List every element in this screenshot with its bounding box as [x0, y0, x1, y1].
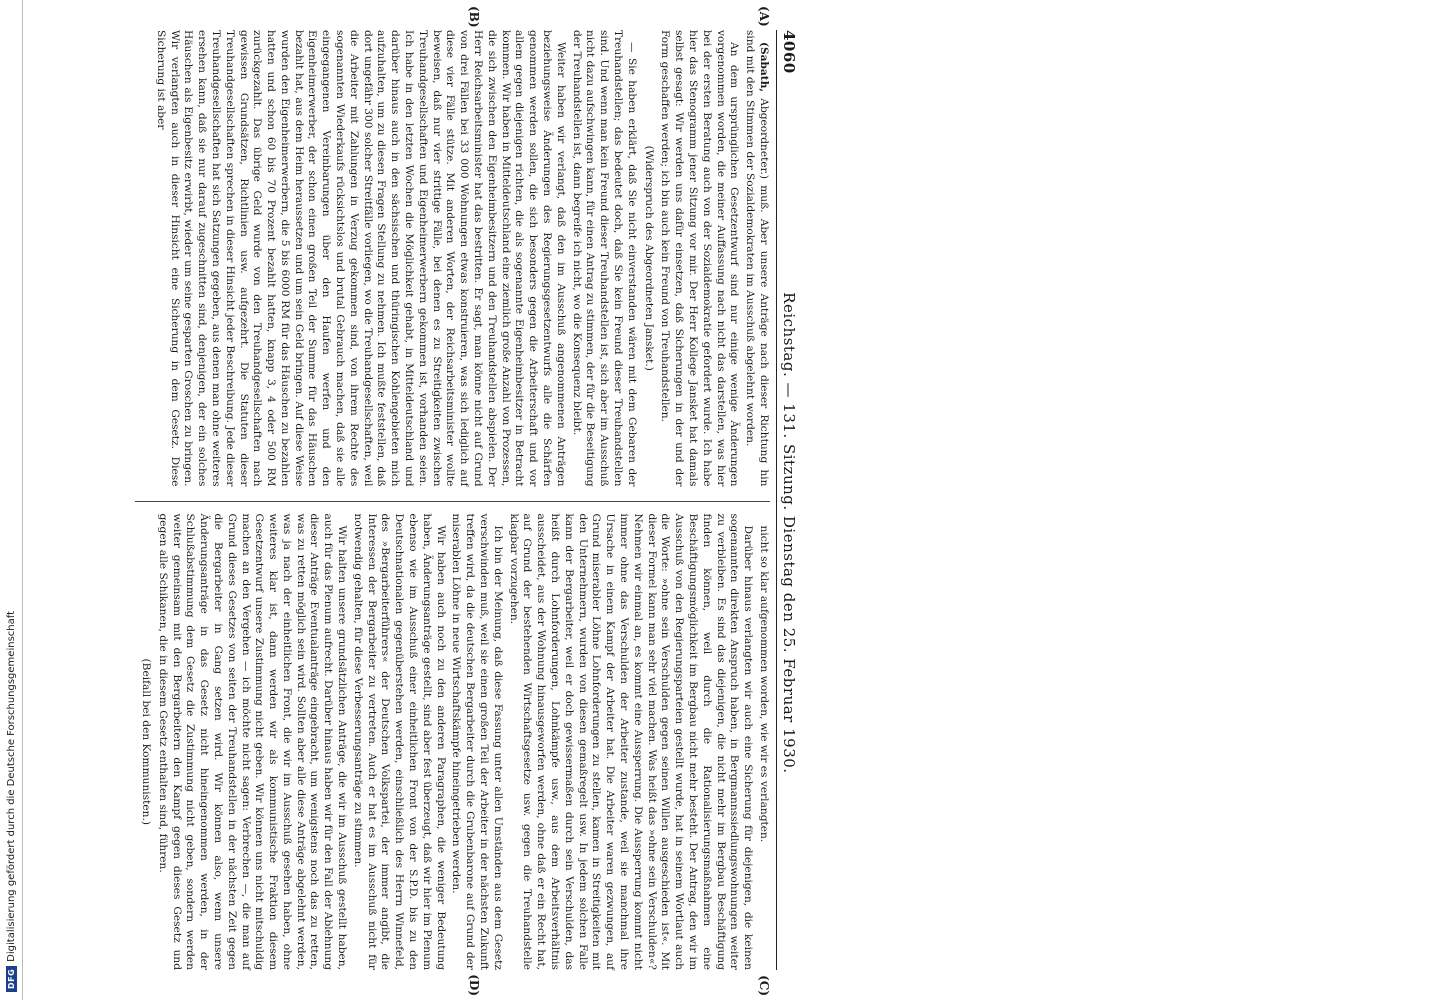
- paragraph-text: muß. Aber unsere Anträge nach dieser Richtung hin sind mit den Stimmen der Sozialdemokraten im Ausschuß abgelehnt worden.: [744, 30, 770, 487]
- credit-text: Digitalisierung gefördert durch die Deutsche Forschungsgemeinschaft: [5, 610, 17, 962]
- margin-marker-c: (C): [757, 975, 771, 996]
- scanned-page-wrapper: [112, 0, 1112, 1000]
- paragraph: Wir haben auch noch zu den anderen Paragraphen, die weniger Bedeutung haben, Änderungsanträge gestellt, sind aber fest überzeugt, daß wir hier im Plenum ebenso wie im Ausschuß einer einheitlichen Front von der S.P.D. bis zu den Deutschnationalen gegenüberstehen werden, einschließlich des Herrn Winnefeld, des »Bergarbeiterführers« der Deutschen Volkspartei, der immer angibt, die Interessen der Bergarbeiter zu vertreten. Auch er hat es im Ausschuß nicht für notwendig gehalten, für diese Verbesserungsanträge zu stimmen.: [351, 513, 447, 970]
- margin-marker-b: (B): [467, 6, 481, 28]
- interjection: (Widerspruch des Abgeordneten Jansket.): [642, 145, 655, 371]
- paragraph: Wir halten unsere grundsätzlichen Anträge, die wir im Ausschuß gestellt haben, auch für das Plenum aufrecht. Darüber hinaus haben wir für den Fall der Ablehnung dieser Anträge Eventualanträge eingebracht, um wenigstens noch das zu retten, was zu retten möglich sein wird. Sollten aber alle diese Anträge abgelehnt werden, was ja nach der einheitlichen Front, die wir im Ausschuß gesehen haben, ohne weiteres klar ist, dann werden wir als kommunistische Fraktion diesem Gesetzentwurf unsere Zustimmung nicht geben. Wir können uns nicht mitschuldig machen an den Vergehen — ich möchte nicht sagen: Verbrechen —, die man auf Grund dieses Gesetzes von seiten der Treuhandstellen in der nächsten Zeit gegen die Bergarbeiter in Gang setzen wird. Wir können also, wenn unsere Änderungsanträge in das Gesetz nicht hineingenommen werden, in der Schlußabstimmung dem Gesetz die Zustimmung nicht geben, sondern werden weiter gemeinsam mit den Bergarbeitern den Kampf gegen dieses Gesetz und gegen alle Schikanen, die in diesem Gesetz enthalten sind, führen.: [156, 513, 349, 970]
- document-page: [112, 0, 812, 1000]
- paragraph: An dem ursprünglichen Gesetzentwurf sind nur einige wenige Änderungen vorgenommen worden, die meiner Auffassung nach nicht das darstellen, was hier bei der ersten Beratung auch von der Sozialdemokratie gefordert wurde. Ich habe hier das Stenogramm jener Sitzung vor mir. Der Herr Kollege Jansket hat damals selbst gesagt: Wir werden uns dafür einsetzen, daß Sicherungen in der und der Form geschaffen werden; ich bin auch kein Freund von Treuhandstellen.: [659, 30, 741, 487]
- paragraph: Darüber hinaus verlangten wir auch eine Sicherung für diejenigen, die keinen sogenannten direkten Anspruch haben, in Bergmannssiedlungswohnungen weiter zu verbleiben. Es sind das diejenigen, die nicht mehr im Bergbau Beschäftigung finden können, weil durch die Rationalisierungsmaßnahmen eine Beschäftigungsmöglichkeit im Bergbau nicht mehr besteht. Der Antrag, den wir im Ausschuß von den Regierungsparteien gestellt wurde, hat in seinem Wortlaut auch die Worte: »ohne sein Verschulden gegen seinen Willen ausgeschieden ist«. Mit dieser Formel kann man sehr viel machen. Was heißt das »ohne sein Verschulden«? Nehmen wir einmal an, es kommt eine Aussperrung. Die Aussperrung kommt nicht immer ohne das Verschulden der Arbeiter zustande, weil sie manchmal ihre Ursache in einem Kampf der Arbeiter hat. Die Arbeiter waren gezwungen, auf Grund miserabler Löhne Lohnforderungen zu stellen, kamen in Streitigkeiten mit den Unternehmern, wurden von diesen gemaßregelt usw. In jedem solchen Falle kann der Bergarbeiter, weil er doch gewissermaßen durch sein Verschulden, das heißt durch Lohnforderungen, Lohnkämpfe usw., aus dem Arbeitsverhältnis ausscheidet, aus der Wohnung hinausgeworfen werden, ohne daß er ein Recht hat, auf Grund der bestehenden Wirtschaftsgesetze usw. gegen die Treuhandstelle klagbar vorzugehen.: [507, 513, 755, 970]
- right-column: [135, 501, 771, 996]
- paragraph: nicht so klar aufgenommen worden, wie wir es verlangten.: [758, 525, 770, 843]
- paragraph: Weiter haben wir verlangt, daß den im Ausschuß angenommenen Anträgen beziehungsweise Änderungen des Regierungsgesetzentwurfs alle die Schärfen genommen werden sollen, die sich besonders gegen die Arbeiterschaft und vor allem gegen diejenigen richten, die als sogenannte Eigenheimbesitzer in Betracht kommen. Wir haben in Mitteldeutschland eine ziemlich große Anzahl von Prozessen, die sich zwischen den Eigenheimbesitzern und den Treuhandstellen abspielen. Der Herr Reichsarbeitsminister hat das bestritten. Er sagt, man könne nicht auf Grund von drei Fällen bei 33 000 Wohnungen etwas konstruieren, was sich lediglich auf diese vier Fälle stütze. Mit anderen Worten, der Reichsarbeitsminister wollte beweisen, daß nur vier strittige Fälle, bei denen es zu Streitigkeiten zwischen Treuhandgesellschaften und Eigenheimerwerbern gekommen ist, vorhanden seien. Ich habe in den letzten Wochen die Möglichkeit gehabt, in Mitteldeutschland und darüber hinaus auch in den sächsischen und thüringischen Kohlengebieten mich aufzuhalten, um zu diesen Fragen Stellung zu nehmen. Ich mußte feststellen, daß dort ungefähr 300 solcher Streitfälle vorliegen, wo die Treuhandgesellschaften, weil die Arbeiter mit Zahlungen in Verzug gekommen sind, von ihrem Rechte des sogenannten Wiederkaufs rücksichtslos und brutal Gebrauch machen, daß sie alle eingegangenen Vereinbarungen über den Haufen werfen und den Eigenheimerwerber, der schon einen großen Teil der Summe für das Häuschen bezahlt hat, aus dem Heim heraussetzen und um sein Geld bringen. Auf diese Weise wurden den Eigenheimerwerbern, die 5 bis 6000 RM für das Häuschen zu bezahlen hatten und schon 60 bis 70 Prozent bezahlt hatten, knapp 3, 4 oder 500 RM zurückgezahlt. Das übrige Geld wurde von den Treuhandgesellschaften nach gewissen Grundsätzen, Richtlinien usw. aufgezehrt. Die Statuten dieser Treuhandgesellschaften sprechen in dieser Hinsicht jeder Beschreibung. Jede dieser Treuhandgesellschaften hat sich Satzungen gegeben, aus denen man ohne weiteres ersehen kann, daß sie nur darauf zugeschnitten sind, denjenigen, der ein solches Häuschen als Eigenbesitz erwirbt, wieder um seine gesparten Groschen zu bringen. Wir verlangten auch in dieser Hinsicht eine Sicherung in dem Gesetz. Diese Sicherung ist aber: [154, 30, 567, 487]
- paragraph: — Sie haben erklärt, daß Sie nicht einverstanden wären mit dem Gebaren der Treuhandstellen; das bedeutet doch, daß Sie kein Freund dieser Treuhandstellen sind. Und wenn man kein Freund dieser Treuhandstellen ist, sich aber im Ausschuß nicht dazu aufschwingen kann, für einen Antrag zu stimmen, der für die Beseitigung der Treuhandstellen ist, dann begreife ich nicht, wo die Konsequenz bleibt.: [570, 30, 638, 487]
- applause-note: (Beifall bei den Kommunisten.): [139, 658, 152, 825]
- paragraph: Ich bin der Meinung, daß diese Fassung unter allen Umständen aus dem Gesetz verschwinden muß, weil sie einen großen Teil der Arbeiter in der nächsten Zukunft treffen wird, da die deutschen Bergarbeiter durch die Grubenbarone auf Grund der miserablen Löhne in neue Wirtschaftskämpfe hineingetrieben werden.: [450, 513, 504, 970]
- margin-marker-a: (A): [757, 6, 771, 27]
- page-number: 4060: [780, 30, 798, 74]
- left-column: [135, 6, 771, 487]
- text-columns: [135, 6, 771, 996]
- page-title: Reichstag. — 131. Sitzung. Dienstag den 25. Februar 1930.: [780, 292, 798, 774]
- page-header: [776, 30, 798, 970]
- speaker-name: (Sabath,: [758, 42, 770, 93]
- dfg-logo: DFG: [6, 966, 17, 992]
- speaker-note: Abgeordneter.): [758, 98, 770, 180]
- digitization-credit-strip: [0, 0, 23, 1000]
- margin-marker-d: (D): [467, 974, 481, 996]
- paragraph: [742, 30, 770, 487]
